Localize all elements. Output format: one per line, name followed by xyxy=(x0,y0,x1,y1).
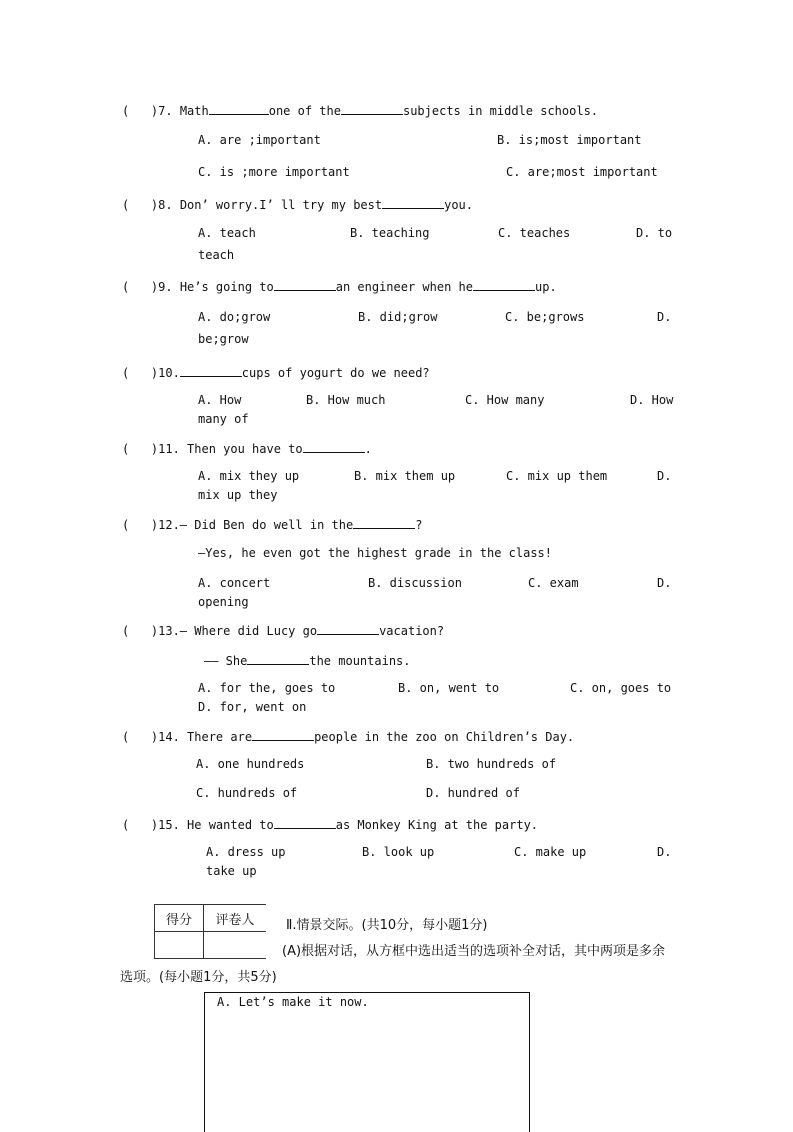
question-9: ( )9. He’s going to an engineer when he up. xyxy=(122,280,557,294)
option-c: C. mix up them xyxy=(506,469,608,483)
option-b: B. discussion xyxy=(368,576,462,590)
answer-blank xyxy=(341,102,403,115)
option-b: B. did;grow xyxy=(358,310,438,324)
option-d-cont: take up xyxy=(206,864,257,878)
option-d-cont: mix up they xyxy=(198,488,278,502)
option-d: D. to xyxy=(636,226,673,240)
option-d-cont: many of xyxy=(198,412,249,426)
option-c: C. How many xyxy=(465,393,545,407)
option-a: A. mix they up xyxy=(198,469,300,483)
option-b: B. mix them up xyxy=(354,469,456,483)
grader-label: 评卷人 xyxy=(204,905,267,932)
option-b: B. teaching xyxy=(350,226,430,240)
option-a: A. dress up xyxy=(206,845,286,859)
option-a: A. for the, goes to xyxy=(198,681,336,695)
section-title: Ⅱ.情景交际。(共10分，每小题1分) xyxy=(286,918,488,933)
option-c: C. hundreds of xyxy=(196,786,298,800)
answer-blank xyxy=(247,652,309,665)
option-d: D. xyxy=(657,576,672,590)
answer-blank xyxy=(473,278,535,291)
box-option-a: A. Let’s make it now. xyxy=(217,995,369,1009)
question-10: ( )10. cups of yogurt do we need? xyxy=(122,366,430,380)
answer-blank xyxy=(274,278,336,291)
option-d: D. for, went on xyxy=(198,700,307,714)
option-c: C. on, goes to xyxy=(570,681,672,695)
question-7: ( )7. Math one of the subjects in middle schools. xyxy=(122,104,599,118)
option-c: C. is ;more important xyxy=(198,165,350,179)
answer-blank xyxy=(353,516,415,529)
option-a: A. one hundreds xyxy=(196,757,305,771)
score-table xyxy=(154,904,266,959)
answer-blank xyxy=(252,728,314,741)
option-d-cont: teach xyxy=(198,248,235,262)
option-d: C. are;most important xyxy=(506,165,658,179)
option-a: A. teach xyxy=(198,226,256,240)
option-c: C. make up xyxy=(514,845,587,859)
option-c: C. exam xyxy=(528,576,579,590)
answer-blank xyxy=(274,816,336,829)
option-c: C. be;grows xyxy=(505,310,585,324)
option-b: B. look up xyxy=(362,845,435,859)
question-15: ( )15. He wanted to as Monkey King at the party. xyxy=(122,818,539,832)
answer-blank xyxy=(382,196,444,209)
section-instruction: (A)根据对话，从方框中选出适当的选项补全对话，其中两项是多余 xyxy=(282,944,666,959)
option-b: B. two hundreds of xyxy=(426,757,557,771)
option-a: A. concert xyxy=(198,576,271,590)
option-b: B. is;most important xyxy=(497,133,642,147)
question-12: ( )12.— Did Ben do well in the ? xyxy=(122,518,423,532)
option-d: D. hundred of xyxy=(426,786,520,800)
answer-blank xyxy=(303,440,365,453)
option-b: B. How much xyxy=(306,393,386,407)
options-box xyxy=(204,992,530,1132)
option-d: D. xyxy=(657,469,672,483)
score-label: 得分 xyxy=(155,905,204,932)
option-a: A. How xyxy=(198,393,242,407)
answer-blank xyxy=(317,622,379,635)
score-cell[interactable] xyxy=(155,932,204,959)
option-d: D. How xyxy=(630,393,674,407)
answer-blank xyxy=(180,364,242,377)
option-b: B. on, went to xyxy=(398,681,500,695)
option-d-cont: opening xyxy=(198,595,249,609)
option-a: A. do;grow xyxy=(198,310,271,324)
option-d-cont: be;grow xyxy=(198,332,249,346)
question-11: ( )11. Then you have to . xyxy=(122,442,372,456)
answer-blank xyxy=(209,102,269,115)
question-14: ( )14. There are people in the zoo on Children’s Day. xyxy=(122,730,575,744)
option-d: D. xyxy=(657,845,672,859)
option-a: A. are ;important xyxy=(198,133,321,147)
option-d: D. xyxy=(657,310,672,324)
section-instruction-cont: 选项。(每小题1分，共5分) xyxy=(120,970,277,985)
option-c: C. teaches xyxy=(498,226,571,240)
question-8: ( )8. Don’ worry.I’ ll try my best you. xyxy=(122,198,474,212)
dialogue-reply: —Yes, he even got the highest grade in the class! xyxy=(198,546,553,560)
question-13: ( )13.— Where did Lucy go vacation? xyxy=(122,624,445,638)
dialogue-reply: —— She the mountains. xyxy=(204,654,411,668)
grader-cell[interactable] xyxy=(204,932,267,959)
